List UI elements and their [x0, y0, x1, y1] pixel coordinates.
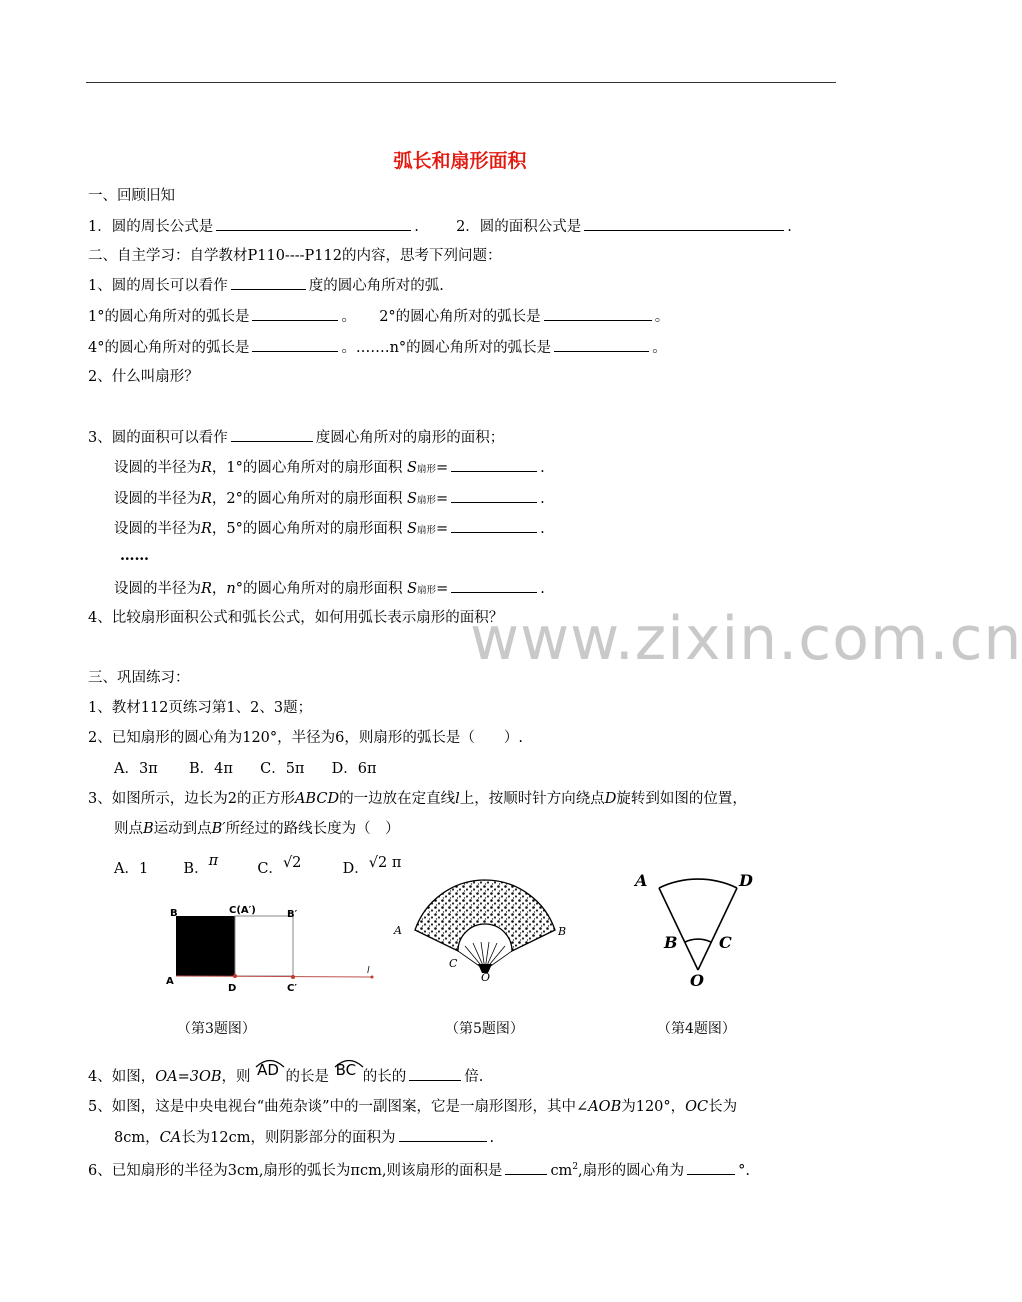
arc-ad — [659, 879, 737, 888]
section3-heading: 三、巩固练习： — [88, 670, 190, 686]
s2-p1-line: 1、圆的周长可以看作 度的圆心角所对的弧. — [88, 275, 444, 296]
blank-e5-area[interactable] — [399, 1127, 487, 1142]
fig3-label-a: A — [166, 976, 174, 987]
caption-fig4: （第4题图） — [657, 1021, 736, 1037]
s2-p1-arc-line2: 4°的圆心角所对的弧长是 。.……n°的圆心角所对的弧长是 。 — [88, 337, 667, 358]
fig4-label-b: B — [664, 933, 678, 952]
radius-od — [698, 888, 737, 970]
blank-sector-ndeg[interactable] — [451, 578, 537, 593]
header-rule — [86, 82, 836, 83]
watermark: www.zixin.com.cn — [470, 604, 1022, 674]
s3-e5-line2: 8cm，CA长为12cm，则阴影部分的面积为 . — [114, 1127, 494, 1148]
page-title: 弧长和扇形面积 — [393, 150, 527, 172]
s2-p1-arc-line1: 1°的圆心角所对的弧长是 。 2°的圆心角所对的弧长是 。 — [88, 306, 669, 327]
e2-option-d[interactable]: D．6π — [331, 761, 377, 777]
arc-bc-symbol: BC — [334, 1066, 359, 1086]
fig5-label-b: B — [558, 925, 567, 938]
s3-e2: 2、已知扇形的圆心角为120°，半径为6，则扇形的弧长是（ ）. — [88, 730, 523, 746]
caption-fig3: （第3题图） — [177, 1021, 256, 1037]
s3-e3-line1: 3、如图所示，边长为2的正方形ABCD的一边放在定直线l上，按顺时针方向绕点D旋转到如图的位置， — [88, 791, 747, 807]
fig5-label-c: C — [449, 957, 458, 970]
fig3-label-bp: B′ — [287, 909, 298, 920]
e2-option-c[interactable]: C．5π — [260, 761, 305, 777]
s3-e3-options — [114, 853, 402, 879]
s3-e4-line: 4、如图，OA=3OB，则 AD 的长是 BC 的长的 倍. — [88, 1061, 484, 1085]
line-l — [176, 976, 372, 977]
figure-3-square-rotation — [160, 900, 390, 1000]
section1-heading: 一、回顾旧知 — [88, 188, 175, 204]
blank-e6-area[interactable] — [505, 1160, 547, 1175]
arc-bc — [685, 939, 711, 942]
s2-p4: 4、比较扇形面积公式和弧长公式，如何用弧长表示扇形的面积？ — [88, 610, 504, 626]
fig4-label-a: A — [635, 871, 648, 890]
e2-option-a[interactable]: A．3π — [114, 761, 158, 777]
s2-sector-1deg: 设圆的半径为R，1°的圆心角所对的扇形面积 S扇形= . — [114, 457, 545, 480]
section2-heading: 二、自主学习：自学教材P110----P112的内容，思考下列问题： — [88, 248, 502, 264]
figure-4-sector — [628, 866, 768, 991]
fig4-label-c: C — [719, 933, 732, 952]
fig3-label-cp: C′ — [287, 983, 297, 994]
ellipsis: …… — [120, 547, 149, 564]
s2-p2: 2、什么叫扇形？ — [88, 369, 199, 385]
blank-arc-ndeg[interactable] — [554, 337, 649, 352]
rotated-square — [235, 916, 293, 976]
s2-sector-ndeg: 设圆的半径为R，n°的圆心角所对的扇形面积 S扇形= . — [114, 578, 545, 601]
fig3-label-d: D — [228, 983, 237, 994]
fig3-label-l: l — [367, 966, 370, 976]
blank-e4-ratio[interactable] — [409, 1066, 461, 1081]
fan-shaded-region — [415, 880, 555, 951]
s3-e3-line2: 则点B运动到点B′所经过的路线长度为（ ） — [114, 821, 400, 837]
point-d — [233, 974, 237, 978]
blank-arc-4deg[interactable] — [252, 337, 338, 352]
e3-option-c[interactable]: C．√2 — [257, 855, 302, 877]
figure-5-fan — [385, 878, 580, 988]
s3-e2-options — [114, 759, 377, 779]
s3-e1: 1、教材112页练习第1、2、3题； — [88, 700, 313, 716]
e3-option-a[interactable]: A．1 — [114, 861, 149, 877]
fig3-label-ca: C(A′) — [229, 905, 256, 916]
review-q1-line: 1．圆的周长公式是 . 2．圆的面积公式是 . — [88, 216, 792, 237]
blank-circumference[interactable] — [216, 216, 411, 231]
s2-p3-line: 3、圆的面积可以看作 度圆心角所对的扇形的面积； — [88, 427, 504, 448]
fig5-label-o: O — [481, 971, 491, 984]
arc-ad-symbol: AD — [255, 1066, 281, 1086]
fig4-label-d: D — [739, 871, 753, 890]
point-c-prime — [291, 975, 295, 979]
s2-sector-5deg: 设圆的半径为R，5°的圆心角所对的扇形面积 S扇形= . — [114, 518, 545, 541]
radius-oa — [659, 888, 698, 970]
blank-arc-1deg[interactable] — [252, 306, 338, 321]
line-end — [371, 976, 374, 979]
fig4-label-o: O — [690, 971, 704, 990]
blank-p1-degree[interactable] — [231, 275, 306, 290]
blank-sector-1deg[interactable] — [451, 457, 537, 472]
e2-option-b[interactable]: B．4π — [188, 761, 233, 777]
fig5-label-a: A — [394, 924, 402, 937]
s3-e5-line1: 5、如图，这是中央电视台“曲苑杂谈”中的一副图案，它是一扇形图形，其中∠AOB为120°，OC长为 — [88, 1099, 738, 1115]
blank-arc-2deg[interactable] — [544, 306, 652, 321]
fig3-label-b: B — [170, 908, 178, 919]
caption-fig5: （第5题图） — [445, 1021, 524, 1037]
blank-p3-degree[interactable] — [231, 427, 313, 442]
blank-sector-5deg[interactable] — [451, 518, 537, 533]
e3-option-b[interactable]: B．π — [183, 853, 219, 877]
square-abcd — [176, 916, 235, 976]
review-q2: 2．圆的面积公式是 — [456, 219, 582, 235]
e3-option-d[interactable]: D．√2 π — [342, 855, 402, 877]
review-q1: 1．圆的周长公式是 — [88, 219, 214, 235]
blank-area[interactable] — [584, 216, 784, 231]
blank-e6-angle[interactable] — [687, 1160, 735, 1175]
s3-e6-line: 6、已知扇形的半径为3cm,扇形的弧长为πcm,则该扇形的面积是 $cm^2$,扇形的圆心角为 °. — [88, 1157, 750, 1181]
s2-sector-2deg: 设圆的半径为R，2°的圆心角所对的扇形面积 S扇形= . — [114, 488, 545, 511]
blank-sector-2deg[interactable] — [451, 488, 537, 503]
